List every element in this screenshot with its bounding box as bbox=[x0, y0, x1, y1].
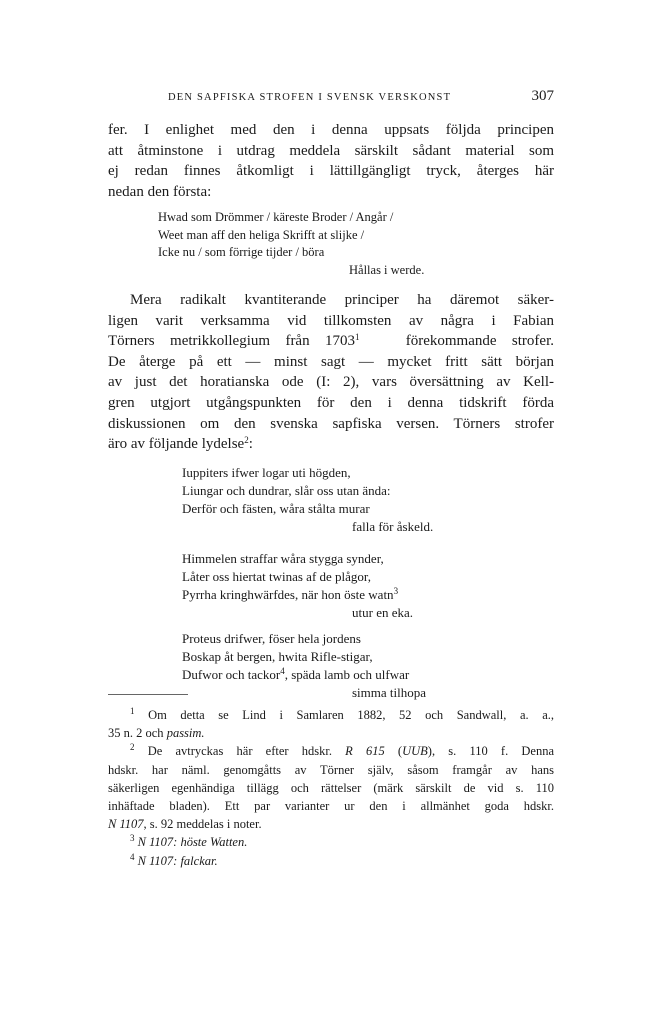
footnote-mark: 1 bbox=[130, 706, 135, 716]
footnote-text-italic: UUB bbox=[402, 744, 428, 759]
text-line: De återge på ett — minst sagt — mycket fritt sätt början bbox=[108, 353, 554, 370]
footnote-text: ( bbox=[384, 744, 403, 759]
footnote-4 bbox=[108, 852, 554, 870]
text-line: ej redan finnes åtkomligt i lättillgängligt tryck, återges här bbox=[108, 163, 554, 180]
text-line bbox=[108, 331, 554, 352]
verse-text: Pyrrha kringhwärfdes, när hon öste watn bbox=[182, 587, 394, 602]
footnote-1 bbox=[108, 706, 554, 742]
footnote-text-italic: R 615 bbox=[345, 744, 385, 759]
text-line: Mera radikalt kvantiterande principer ha däremot säker- bbox=[130, 292, 554, 308]
footnotes bbox=[108, 706, 554, 870]
footnote-line: säkerligen egenhändiga tillägg och rättelser (märk särskilt de vid s. 110 bbox=[108, 780, 554, 795]
verse-line: Iuppiters ifwer logar uti högden, bbox=[182, 465, 351, 480]
quotation-verse bbox=[158, 209, 424, 279]
footnote-mark: 4 bbox=[130, 851, 135, 862]
verse-line: Weet man aff den heliga Skrifft at slijke / bbox=[158, 227, 365, 242]
stanza-2 bbox=[182, 550, 413, 622]
verse-line bbox=[182, 666, 426, 684]
text-line: gren utgjort utgångspunkten för den i denna tidskrift förda bbox=[108, 394, 554, 411]
verse-line: Proteus drifwer, föser hela jordens bbox=[182, 631, 361, 646]
footnote-mark: 3 bbox=[130, 833, 135, 844]
footnote-line bbox=[108, 833, 554, 851]
verse-line: Himmelen straffar wåra stygga synder, bbox=[182, 551, 384, 566]
footnote-text: 35 n. 2 och bbox=[108, 726, 167, 741]
verse-tail: falla för åskeld. bbox=[352, 519, 434, 534]
verse-line: Låter oss hiertat twinas af de plågor, bbox=[182, 569, 371, 584]
text-line: diskussionen om den svenska sapfiska versen. Törners strofer bbox=[108, 415, 554, 432]
verse-text: Dufwor och tackor bbox=[182, 667, 281, 682]
footnote-text: ), s. 110 f. Denna bbox=[427, 744, 555, 759]
text-segment: Törners metrikkollegium från 1703 bbox=[108, 333, 355, 350]
verse-line: Boskap åt bergen, hwita Rifle-stigar, bbox=[182, 649, 373, 664]
text-segment: äro av följande lydelse bbox=[108, 436, 245, 453]
verse-text: , späda lamb och ulfwar bbox=[284, 667, 410, 682]
footnote-mark: 2 bbox=[130, 742, 135, 753]
footnote-ref-4[interactable]: 4 bbox=[280, 666, 285, 676]
footnote-2 bbox=[108, 742, 554, 833]
footnote-line bbox=[108, 852, 554, 870]
verse-line: Icke nu / som förrige tijder / böra bbox=[158, 245, 325, 260]
footnote-divider bbox=[108, 694, 188, 695]
footnote-3 bbox=[108, 833, 554, 851]
verse-line: Liungar och dundrar, slår oss utan ända: bbox=[182, 483, 391, 498]
text-segment: : bbox=[248, 436, 253, 453]
running-title: DEN SAPFISKA STROFEN I SVENSK VERSKONST bbox=[168, 92, 452, 103]
paragraph-1 bbox=[108, 120, 554, 202]
stanza-3 bbox=[182, 630, 426, 702]
page-number: 307 bbox=[531, 88, 554, 104]
footnote-ref-1[interactable]: 1 bbox=[355, 332, 360, 343]
footnote-text-italic: N 1107: falckar. bbox=[137, 853, 218, 868]
text-line: ligen varit verksamma vid tillkomsten av några i Fabian bbox=[108, 312, 554, 329]
footnote-text-italic: N 1107 bbox=[108, 817, 144, 832]
text-segment: förekommande strofer. bbox=[405, 333, 554, 350]
footnote-line: inhäftade bladen). Ett par varianter ur den i allmänhet goda hdskr. bbox=[108, 799, 554, 814]
stanza-1 bbox=[182, 464, 433, 536]
footnote-ref-2[interactable]: 2 bbox=[244, 435, 249, 446]
text-line: av just det horatianska ode (I: 2), vars översättning av Kell- bbox=[108, 374, 554, 391]
verse-tail: simma tilhopa bbox=[352, 685, 427, 700]
verse-line bbox=[182, 586, 413, 604]
footnote-line bbox=[108, 724, 554, 742]
text-line: nedan den första: bbox=[108, 183, 212, 200]
paragraph-2 bbox=[108, 290, 554, 455]
footnote-text-italic: passim. bbox=[166, 726, 205, 741]
footnote-text: De avtryckas här efter hdskr. bbox=[147, 744, 346, 759]
verse-line: Hwad som Drömmer / käreste Broder / Angår / bbox=[158, 210, 394, 224]
footnote-text-italic: N 1107: höste Watten. bbox=[137, 835, 248, 850]
footnote-line: hdskr. har näml. genomgåtts av Törner själv, såsom framgår av hans bbox=[108, 762, 554, 777]
text-line: att åtminstone i utdrag meddela särskilt sådant material som bbox=[108, 142, 554, 159]
verse-tail: Hållas i werde. bbox=[349, 262, 425, 277]
footnote-line bbox=[108, 742, 554, 760]
text-line bbox=[108, 434, 554, 455]
footnote-text: , s. 92 meddelas i noter. bbox=[143, 817, 262, 832]
footnote-line bbox=[108, 815, 554, 833]
verse-line: Derför och fästen, wåra stålta murar bbox=[182, 501, 370, 516]
text-line: fer. I enlighet med den i denna uppsats följda principen bbox=[108, 122, 554, 138]
footnote-line bbox=[108, 706, 554, 724]
verse-tail: utur en eka. bbox=[352, 605, 414, 620]
footnote-text: Om detta se Lind i Samlaren 1882, 52 och Sandwall, a. a., bbox=[148, 708, 555, 722]
footnote-ref-3[interactable]: 3 bbox=[393, 586, 399, 596]
